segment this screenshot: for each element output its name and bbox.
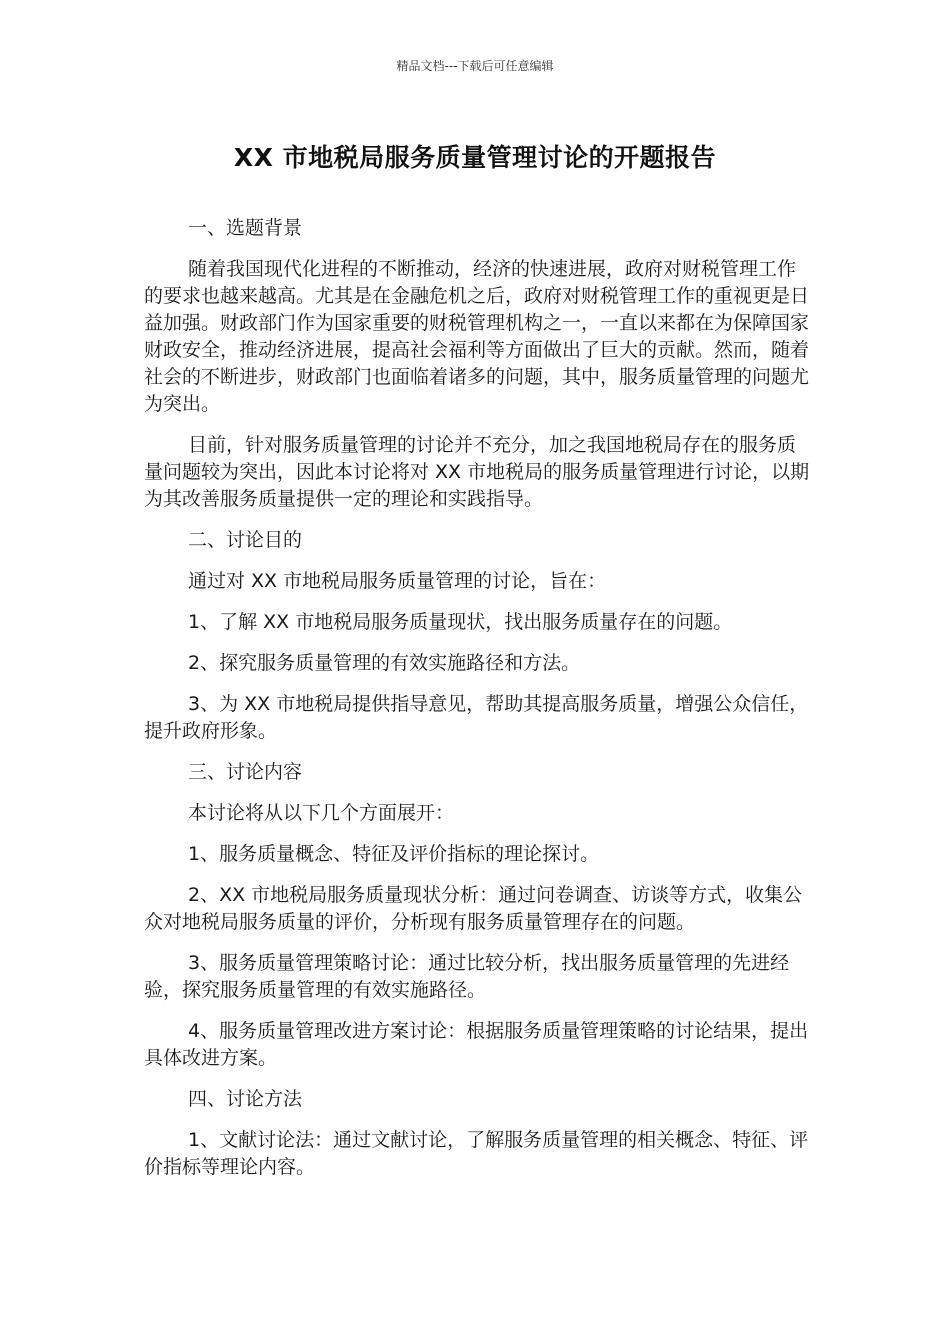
- document-body: [144, 215, 812, 1195]
- list-item-purpose-2: 2、探究服务质量管理的有效实施路径和方法。: [188, 652, 581, 674]
- section-heading-method: 四、讨论方法: [188, 1088, 303, 1110]
- section-heading-content: 三、讨论内容: [188, 761, 303, 783]
- list-item-content-3: 3、服务质量管理策略讨论：通过比较分析，找出服务质量管理的先进经验，探究服务质量管理的有效实施路径。: [144, 952, 790, 1001]
- document-title: XX 市地税局服务质量管理讨论的开题报告: [233, 143, 717, 172]
- section-heading-purpose: 二、讨论目的: [188, 529, 303, 551]
- paragraph-purpose-intro: 通过对 XX 市地税局服务质量管理的讨论，旨在：: [188, 570, 607, 592]
- list-item-content-4: 4、服务质量管理改进方案讨论：根据服务质量管理策略的讨论结果，提出具体改进方案。: [144, 1020, 809, 1069]
- section-heading-background: 一、选题背景: [188, 217, 303, 239]
- header-note: 精品文档---下载后可任意编辑: [396, 59, 554, 73]
- list-item-purpose-3: 3、为 XX 市地税局提供指导意见，帮助其提高服务质量，增强公众信任，提升政府形象。: [144, 693, 809, 742]
- list-item-purpose-1: 1、了解 XX 市地税局服务质量现状，找出服务质量存在的问题。: [188, 611, 733, 633]
- paragraph-content-intro: 本讨论将从以下几个方面展开：: [188, 802, 455, 824]
- list-item-content-2: 2、XX 市地税局服务质量现状分析：通过问卷调查、访谈等方式，收集公众对地税局服务质量的评价，分析现有服务质量管理存在的问题。: [144, 884, 803, 933]
- paragraph-background-2: 目前，针对服务质量管理的讨论并不充分，加之我国地税局存在的服务质量问题较为突出，因此本讨论将对 XX 市地税局的服务质量管理进行讨论，以期为其改善服务质量提供一定的理论和实践指导。: [144, 434, 810, 510]
- list-item-method-1: 1、文献讨论法：通过文献讨论，了解服务质量管理的相关概念、特征、评价指标等理论内容。: [144, 1129, 809, 1178]
- list-item-content-1: 1、服务质量概念、特征及评价指标的理论探讨。: [188, 843, 600, 865]
- paragraph-background-1: 随着我国现代化进程的不断推动，经济的快速进展，政府对财税管理工作的要求也越来越高。尤其是在金融危机之后，政府对财税管理工作的重视更是日益加强。财政部门作为国家重要的财税管理机构之一，一直以来都在为保障国家财政安全，推动经济进展，提高社会福利等方面做出了巨大的贡献。然而，随着社会的不断进步，财政部门也面临着诸多的问题，其中，服务质量管理的问题尤为突出。: [144, 258, 810, 415]
